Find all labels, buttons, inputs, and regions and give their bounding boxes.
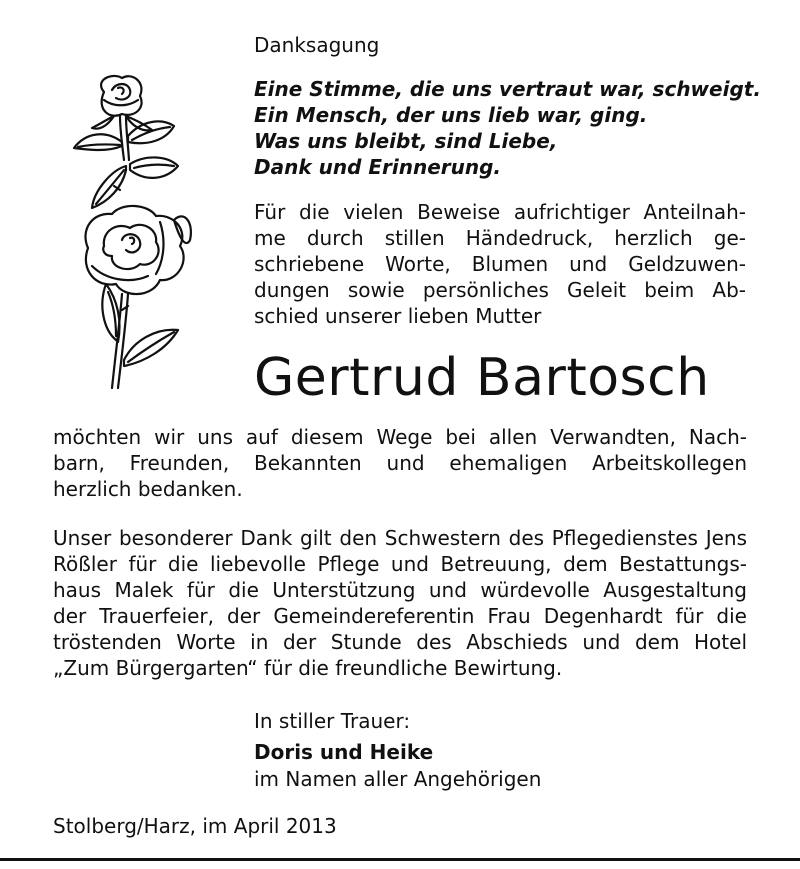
intro-text [254,199,746,329]
thanks-paragraph-1 [53,424,747,502]
poem [254,76,761,180]
intro-line: me durch stillen Händedruck, herzlich ge- [254,226,746,250]
signers: Doris und Heike [254,740,434,764]
paragraph-line: herzlich bedanken. [53,477,243,501]
intro-line: schriebene Worte, Blumen und Geldzuwen- [254,252,746,276]
bottom-rule [0,858,800,861]
paragraph-line: „Zum Bürgergarten“ für die freundliche Bewirtung. [53,656,563,680]
paragraph-line: Unser besonderer Dank gilt den Schwestern des Pflegedienstes Jens [53,526,747,550]
paragraph-line: Rößler für die liebevolle Pflege und Betreuung, dem Bestattungs- [53,552,747,576]
paragraph-line: barn, Freunden, Bekannten und ehemaligen Arbeitskollegen [53,451,747,475]
place-date: Stolberg/Harz, im April 2013 [53,814,337,838]
rose-illustration-icon [56,70,196,400]
closing-line: In stiller Trauer: [254,709,411,733]
intro-line: schied unserer lieben Mutter [254,304,542,328]
paragraph-line: tröstenden Worte in der Stunde des Abschieds und dem Hotel [53,630,747,654]
poem-line: Ein Mensch, der uns lieb war, ging. [254,103,648,127]
thanks-paragraph-2 [53,525,747,681]
intro-line: Für die vielen Beweise aufrichtiger Anteilnah- [254,200,746,224]
heading-danksagung: Danksagung [254,33,380,57]
family-line: im Namen aller Angehörigen [254,767,542,791]
intro-line: dungen sowie persönliches Geleit beim Ab- [254,278,746,302]
poem-line: Was uns bleibt, sind Liebe, [254,129,558,153]
paragraph-line: der Trauerfeier, der Gemeindereferentin Frau Degenhardt für die [53,604,747,628]
poem-line: Eine Stimme, die uns vertraut war, schweigt. [254,77,761,101]
deceased-name: Gertrud Bartosch [254,348,710,408]
poem-line: Dank und Erinnerung. [254,155,502,179]
paragraph-line: möchten wir uns auf diesem Wege bei allen Verwandten, Nach- [53,425,747,449]
paragraph-line: haus Malek für die Unterstützung und würdevolle Ausgestaltung [53,578,747,602]
